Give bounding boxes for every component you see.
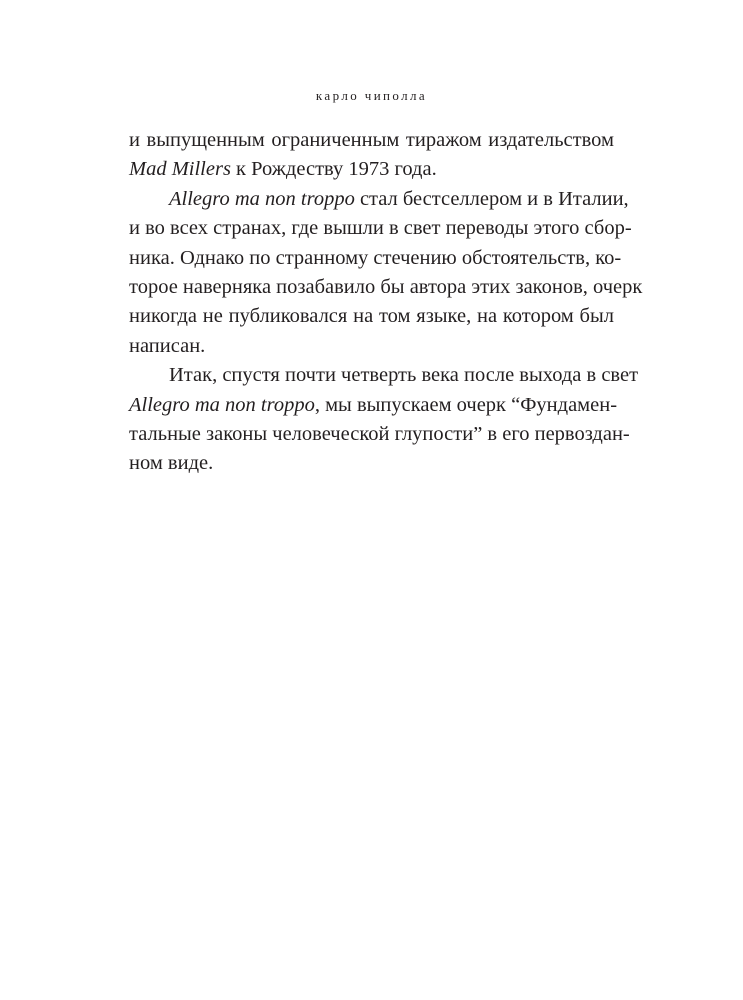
line-text: никогда не публиковался на том языке, на котором был — [129, 305, 614, 328]
body-text — [129, 126, 643, 479]
line-text: стал бестселлером и в Италии, — [354, 187, 629, 210]
line-text: и выпущенным ограниченным тиражом издательством — [129, 129, 614, 151]
text-line — [129, 420, 630, 449]
text-line — [129, 302, 614, 331]
line-text: тальные законы человеческой глупости” в его первоздан- — [129, 423, 630, 446]
text-line — [129, 126, 614, 155]
italic-title-text: Mad Millers — [129, 158, 231, 181]
italic-title-text: Allegro ma non troppo — [169, 187, 355, 210]
text-line — [129, 214, 632, 243]
line-text: и во всех странах, где вышли в свет переводы этого сбор- — [129, 217, 632, 240]
text-line — [129, 155, 614, 184]
text-line — [129, 391, 618, 420]
line-text: , мы выпускаем очерк “Фундамен- — [314, 393, 618, 416]
line-text: к Рождеству 1973 года. — [230, 158, 437, 181]
line-text: Итак, спустя почти четверть века после выхода в свет — [169, 364, 639, 387]
text-line — [129, 361, 639, 390]
text-line — [129, 332, 614, 361]
line-text: ном виде. — [129, 452, 214, 475]
running-head-author: карло чиполла — [315, 88, 428, 103]
text-line — [129, 273, 643, 302]
text-line — [129, 244, 622, 273]
line-text: написан. — [129, 334, 206, 357]
text-line — [129, 449, 614, 478]
italic-title-text: Allegro ma non troppo — [129, 393, 315, 416]
line-text: торое наверняка позабавило бы автора этих законов, очерк — [129, 276, 643, 299]
text-line — [129, 185, 629, 214]
line-text: ника. Однако по странному стечению обстоятельств, ко- — [129, 246, 622, 269]
